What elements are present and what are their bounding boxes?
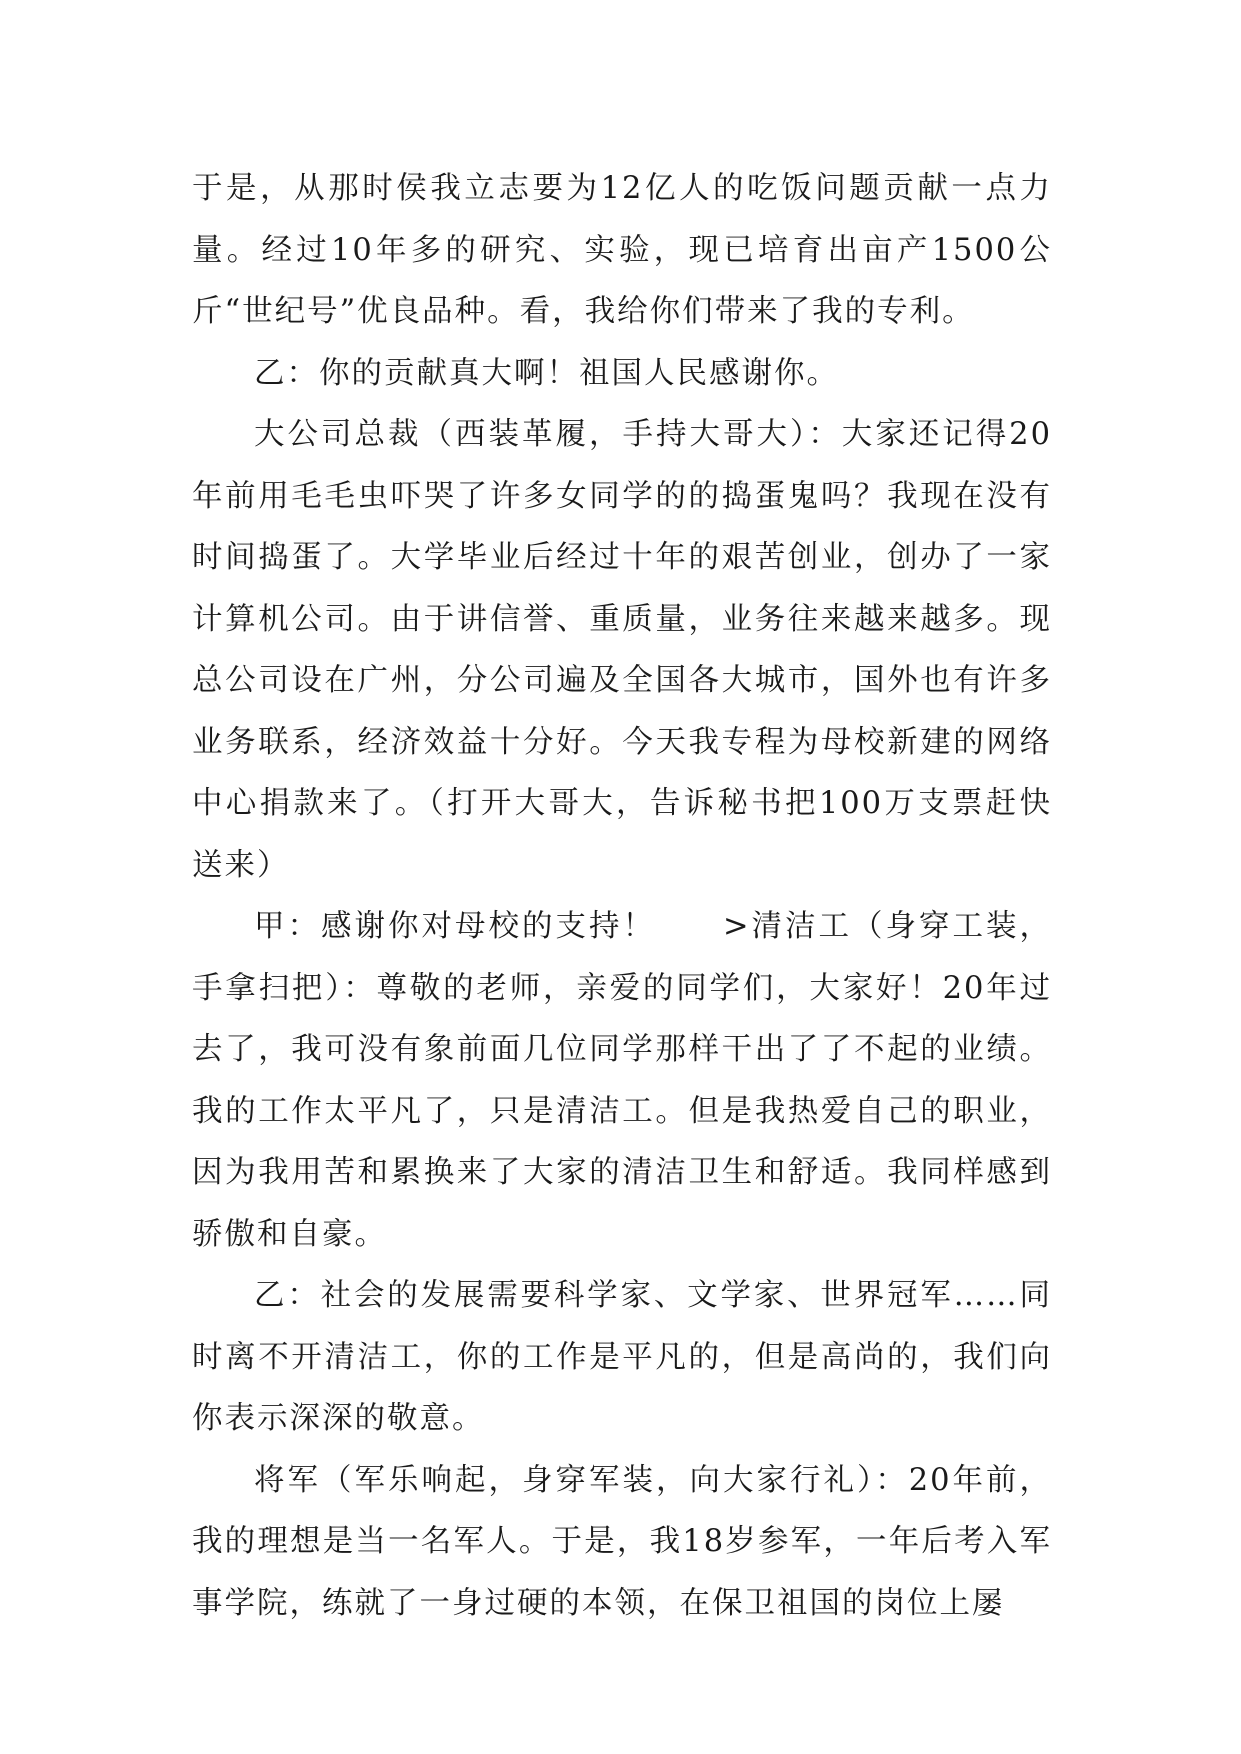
paragraph-3: 大公司总裁（西装革履，手持大哥大）：大家还记得20年前用毛毛虫吓哭了许多女同学的的捣蛋鬼吗？我现在没有时间捣蛋了。大学毕业后经过十年的艰苦创业，创办了一家计算机公司。由于讲信誉、重质量，业务往来越来越多。现总公司设在广州，分公司遍及全国各大城市，国外也有许多业务联系，经济效益十分好。今天我专程为母校新建的网络中心捐款来了。（打开大哥大，告诉秘书把100万支票赶快送来） xyxy=(192,417,1052,883)
paragraph-2: 乙：你的贡献真大啊！祖国人民感谢你。 xyxy=(254,355,839,391)
paragraph-5: 乙：社会的发展需要科学家、文学家、世界冠军……同时离不开清洁工，你的工作是平凡的，但是高尚的，我们向你表示深深的敬意。 xyxy=(192,1278,1052,1436)
paragraph-4: 甲：感谢你对母校的支持！ >清洁工（身穿工装，手拿扫把）：尊敬的老师，亲爱的同学们，大家好！20年过去了，我可没有象前面几位同学那样干出了了不起的业绩。我的工作太平凡了，只是清洁工。但是我热爱自己的职业，因为我用苦和累换来了大家的清洁卫生和舒适。我同样感到骄傲和自豪。 xyxy=(192,909,1052,1252)
document-body xyxy=(192,158,1052,1634)
paragraph-6: 将军（军乐响起，身穿军装，向大家行礼）：20年前，我的理想是当一名军人。于是，我18岁参军，一年后考入军事学院，练就了一身过硬的本领，在保卫祖国的岗位上屡 xyxy=(192,1462,1052,1621)
paragraph-1: 于是，从那时侯我立志要为12亿人的吃饭问题贡献一点力量。经过10年多的研究、实验，现已培育出亩产1500公斤“世纪号”优良品种。看，我给你们带来了我的专利。 xyxy=(192,171,1052,329)
